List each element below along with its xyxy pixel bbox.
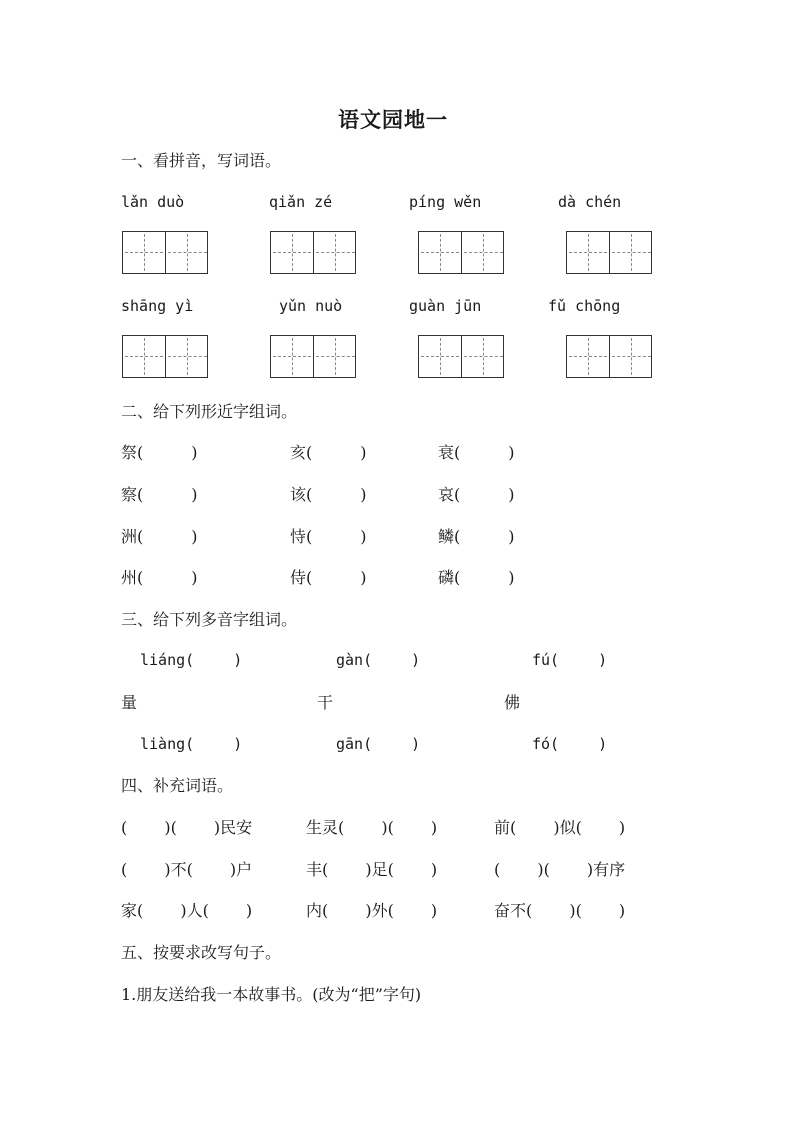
writing-grid[interactable] <box>418 335 504 378</box>
idiom-blank[interactable]: 奋不( )( ) <box>494 901 626 920</box>
pinyin-prompt: yǔn nuò <box>279 297 343 315</box>
word-blank[interactable]: 州( ) <box>121 568 198 587</box>
idiom-blank[interactable]: 家( )人( ) <box>121 901 253 920</box>
word-blank[interactable]: 衰( ) <box>438 443 515 462</box>
polyphone-blank[interactable]: gàn( ) <box>336 651 421 669</box>
idiom-blank[interactable]: 丰( )足( ) <box>306 860 438 879</box>
word-blank[interactable]: 鳞( ) <box>438 527 515 546</box>
writing-grid[interactable] <box>418 231 504 274</box>
writing-grid[interactable] <box>270 231 356 274</box>
pinyin-prompt: píng wěn <box>409 193 482 211</box>
idiom-blank[interactable]: ( )( )有序 <box>494 860 626 879</box>
polyphone-blank[interactable]: fú( ) <box>532 651 608 669</box>
page-title: 语文园地一 <box>338 107 448 132</box>
polyphone-char: 量 <box>121 693 138 712</box>
word-blank[interactable]: 磷( ) <box>438 568 515 587</box>
idiom-blank[interactable]: 生灵( )( ) <box>306 818 438 837</box>
rewrite-question-1: 1.朋友送给我一本故事书。(改为“把”字句) <box>121 985 422 1004</box>
idiom-blank[interactable]: 前( )似( ) <box>494 818 626 837</box>
section-4-heading: 四、补充词语。 <box>121 776 234 795</box>
polyphone-blank[interactable]: gān( ) <box>336 735 421 753</box>
word-blank[interactable]: 察( ) <box>121 485 198 504</box>
section-3-heading: 三、给下列多音字组词。 <box>121 610 298 629</box>
writing-grid[interactable] <box>566 335 652 378</box>
word-blank[interactable]: 祭( ) <box>121 443 198 462</box>
section-2-heading: 二、给下列形近字组词。 <box>121 402 298 421</box>
pinyin-prompt: qiǎn zé <box>269 193 333 211</box>
section-5-heading: 五、按要求改写句子。 <box>121 943 282 962</box>
pinyin-prompt: guàn jūn <box>409 297 482 315</box>
writing-grid[interactable] <box>566 231 652 274</box>
pinyin-prompt: shāng yì <box>121 297 194 315</box>
writing-grid[interactable] <box>122 231 208 274</box>
idiom-blank[interactable]: ( )不( )户 <box>121 860 253 879</box>
writing-grid[interactable] <box>270 335 356 378</box>
word-blank[interactable]: 该( ) <box>290 485 367 504</box>
word-blank[interactable]: 亥( ) <box>290 443 367 462</box>
polyphone-char: 佛 <box>504 693 521 712</box>
section-1-heading: 一、看拼音，写词语。 <box>121 151 282 170</box>
writing-grid[interactable] <box>122 335 208 378</box>
polyphone-blank[interactable]: liàng( ) <box>140 735 243 753</box>
word-blank[interactable]: 洲( ) <box>121 527 198 546</box>
word-blank[interactable]: 哀( ) <box>438 485 515 504</box>
polyphone-char: 干 <box>317 693 334 712</box>
polyphone-blank[interactable]: liáng( ) <box>140 651 243 669</box>
word-blank[interactable]: 恃( ) <box>290 527 367 546</box>
pinyin-prompt: fǔ chōng <box>548 297 621 315</box>
pinyin-prompt: lǎn duò <box>121 193 185 211</box>
pinyin-prompt: dà chén <box>558 193 622 211</box>
word-blank[interactable]: 侍( ) <box>290 568 367 587</box>
polyphone-blank[interactable]: fó( ) <box>532 735 608 753</box>
idiom-blank[interactable]: ( )( )民安 <box>121 818 253 837</box>
idiom-blank[interactable]: 内( )外( ) <box>306 901 438 920</box>
